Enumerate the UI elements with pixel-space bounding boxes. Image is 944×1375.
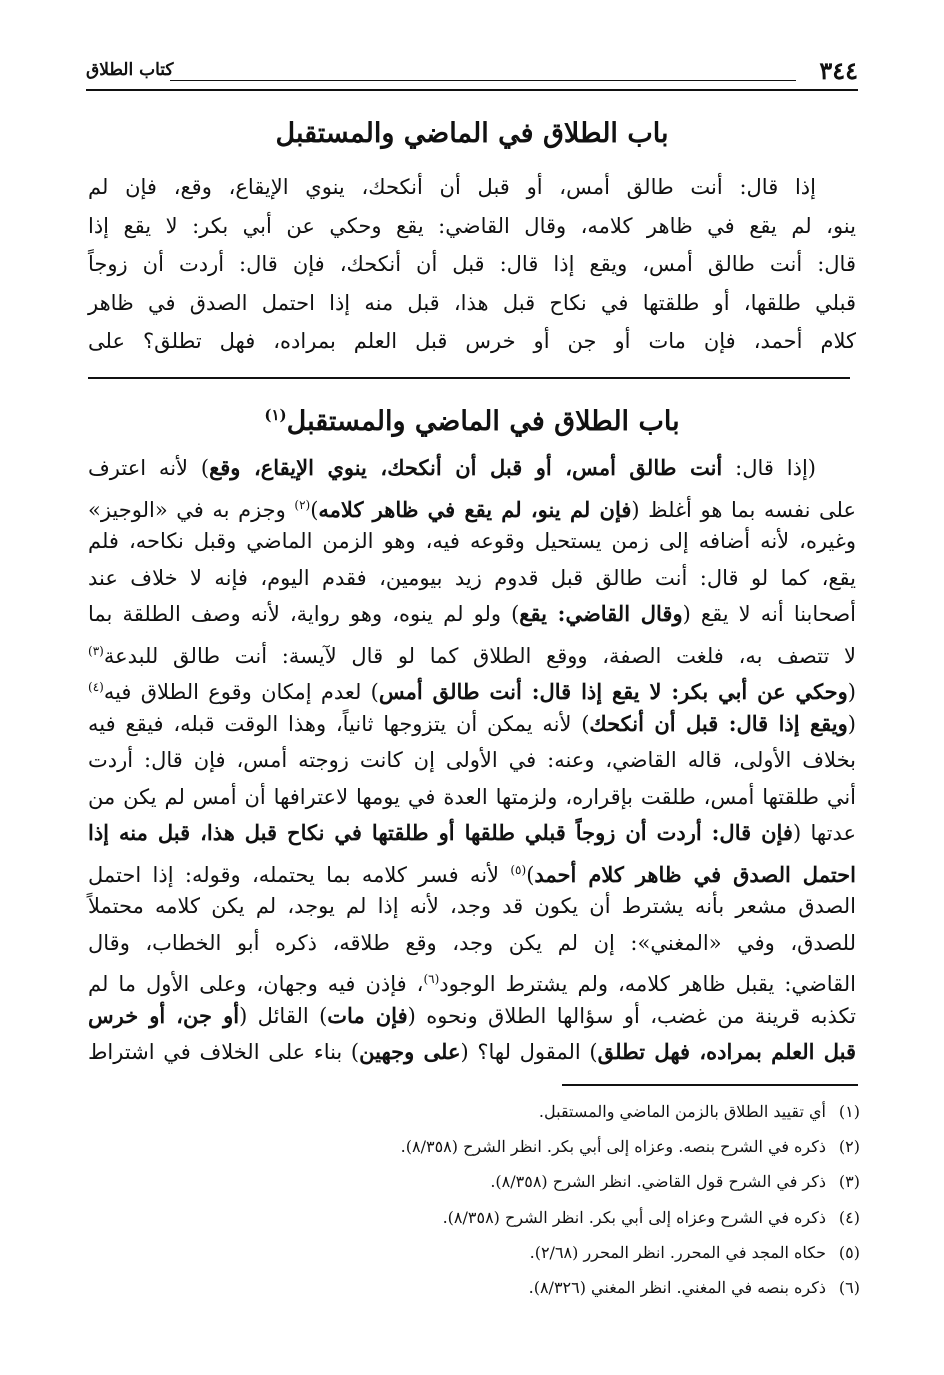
- footnote-number: (١): [838, 1102, 860, 1121]
- footnote-text: ذكره بنصه في المغني. انظر المغني (٨/٣٢٦).: [528, 1277, 826, 1297]
- text-segment: (: [847, 680, 856, 704]
- text-segment: ) المقول لها؟ (: [460, 1040, 598, 1064]
- page-number: ٣٤٤: [819, 56, 858, 85]
- text-segment: قبلي طلقها، أو طلقتها في نكاح قبل هذا، قبل منه إذا احتمل الصدق في ظاهر: [88, 290, 856, 315]
- text-segment: كلام أحمد، فإن مات أو جن أو خرس قبل العلم بمراده، فهل تطلق؟ على: [88, 329, 856, 353]
- text-segment: عدتها (: [792, 821, 856, 845]
- matn-quote: فإن لم ينو، لم يقع في ظاهر كلامه: [318, 496, 632, 522]
- text-segment: القاضي: يقبل ظاهر كلامه، ولم يشترط الوجود: [439, 972, 856, 996]
- footnote: [260, 1273, 860, 1308]
- text-line: [88, 852, 856, 889]
- text-line: [88, 815, 856, 852]
- text-segment: (: [847, 711, 856, 736]
- text-line: [88, 925, 856, 962]
- footnote: [260, 1097, 860, 1132]
- text-segment: إذا قال: أنت طالق أمس، أو قبل أن أنكحك، ينوي الإيقاع، وقع، فإن لم: [88, 175, 816, 199]
- matn-quote: وحكي عن أبي بكر: لا يقع إذا قال: أنت طالق أمس: [378, 679, 848, 704]
- text-segment: بخلاف الأولى، قاله القاضي، وعنه: في الأولى إن كانت زوجته أمس، فإن قال: أردت: [88, 748, 856, 772]
- text-line: [88, 487, 856, 524]
- text-segment: ، فإذن فيه وجهان، وعلى الأول ما لم: [88, 972, 424, 996]
- text-line: [88, 596, 856, 633]
- footnote-text: ذكر في الشرح قول القاضي. انظر الشرح (٨/٣٥٨).: [490, 1172, 826, 1192]
- text-line: [88, 245, 856, 284]
- sharh-title-text: باب الطلاق في الماضي والمستقبل: [286, 406, 680, 437]
- footnote-ref: (٦): [423, 972, 440, 986]
- footnote-ref: (١): [264, 406, 287, 424]
- footnote-ref: (٤): [88, 680, 104, 694]
- footnotes: [260, 1097, 860, 1308]
- text-segment: أني طلقتها أمس، طلقت بإقراره، ولزمتها العدة في يومها لاعترافها أن أمس لم يكن من: [88, 784, 856, 809]
- text-line: [88, 168, 856, 207]
- matn-quote: قبل العلم بمراده، فهل تطلق: [597, 1039, 857, 1064]
- text-line: [88, 322, 856, 361]
- text-line: [88, 706, 856, 743]
- footnote-ref: (٥): [510, 862, 527, 877]
- text-segment: للصدق، وفي «المغني»: إن لم يكن وجد، وقع طلاقه، ذكره أبو الخطاب، وقال: [88, 930, 856, 955]
- text-line: [88, 1034, 856, 1071]
- text-segment: ينو، لم يقع في ظاهر كلامه، وقال القاضي: يقع وحكي عن أبي بكر: لا يقع إذا: [88, 213, 856, 238]
- footnote-number: (٦): [838, 1277, 860, 1297]
- footnote: [260, 1238, 860, 1273]
- text-segment: لا تتصف به، فلغت الصفة، ووقع الطلاق كما لو قال لآيسة: أنت طالق للبدعة: [103, 643, 856, 668]
- matn-title: [86, 118, 858, 149]
- footnote-text: ذكره في الشرح وعزاه إلى أبي بكر. انظر الشرح (٨/٣٥٨).: [442, 1207, 826, 1227]
- matn-quote: على وجهين: [359, 1039, 461, 1064]
- section-divider: [88, 377, 850, 379]
- footnote: [260, 1132, 860, 1167]
- text-segment: على نفسه بما هو أغلظ (: [631, 497, 856, 522]
- text-line: [88, 961, 856, 998]
- text-line: [88, 742, 856, 779]
- footnote-text: حكاه المجد في المحرر. انظر المحرر (٢/٦٨).: [529, 1242, 826, 1262]
- text-line: [88, 998, 856, 1035]
- text-segment: يقع، كما لو قال: أنت طالق قبل قدوم زيد بيومين، فقدم اليوم، فإنه لا خلاف عند: [88, 565, 856, 590]
- matn-quote: فإن مات: [327, 1002, 408, 1028]
- text-line: [88, 633, 856, 670]
- footnote-number: (٣): [838, 1172, 860, 1192]
- footnote: [260, 1167, 860, 1202]
- footnote-text: أي تقييد الطلاق بالزمن الماضي والمستقبل.: [538, 1102, 826, 1121]
- text-segment: أصحابنا أنه لا يقع (: [682, 602, 857, 626]
- text-segment: وجزم به في «الوجيز»: [88, 497, 295, 522]
- text-line: [88, 560, 856, 597]
- text-segment: ): [310, 497, 319, 522]
- text-segment: ) القائل (: [239, 1003, 328, 1028]
- text-segment: ): [526, 862, 535, 887]
- book-title: كتاب الطلاق: [86, 60, 174, 80]
- text-segment: قال: أنت طالق أمس، ويقع إذا قال: قبل أن أنكحك، فإن قال: أردت أن زوجاً: [88, 252, 856, 276]
- header-dash-rule: [170, 80, 796, 81]
- footnote-number: (٥): [838, 1242, 860, 1262]
- text-segment: ) لأنه اعترف: [88, 456, 210, 480]
- sharh-text: [88, 450, 856, 1071]
- matn-text: [88, 168, 856, 361]
- text-segment: تكذبه قرينة من غضب، أو سؤالها الطلاق ونحوه (: [407, 1003, 856, 1028]
- footnote: [260, 1203, 860, 1238]
- matn-quote: أو جن، أو خرس: [88, 1002, 240, 1028]
- matn-quote: احتمل الصدق في ظاهر كلام أحمد: [534, 861, 857, 887]
- text-line: [88, 888, 856, 925]
- text-segment: لأنه فسر كلامه بما يحتمله، وقوله: إذا احتمل: [88, 862, 511, 887]
- running-header: [86, 52, 858, 92]
- header-rule: [86, 89, 858, 91]
- text-line: [88, 207, 856, 246]
- matn-title-text: باب الطلاق في الماضي والمستقبل: [275, 118, 669, 149]
- text-line: [88, 284, 856, 323]
- footnote-number: (٤): [838, 1207, 860, 1227]
- text-line: [88, 523, 856, 560]
- text-segment: وغيره، لأنه أضافه إلى زمن يستحيل وقوعه فيه، وهو الزمن الماضي وقبل نكاحه، فلم: [88, 529, 856, 553]
- text-segment: (إذا قال:: [722, 456, 816, 480]
- text-segment: الصدق مشعر بأنه يشترط أن يكون قد وجد، لأنه إذا لم يوجد، لم يكن كلامه محتملاً: [88, 894, 856, 918]
- text-segment: ) لأنه يمكن أن يتزوجها ثانياً، وهذا الوقت قبله، فيقع فيه: [88, 711, 590, 736]
- text-segment: ) ولو لم ينوه، وهو رواية، لأنه وصف الطلقة بما: [88, 602, 520, 626]
- matn-quote: فإن قال: أردت أن زوجاً قبلي طلقها أو طلقتها في نكاح قبل هذا، قبل منه إذا: [88, 820, 793, 845]
- text-segment: ) بناء على الخلاف في اشتراط: [88, 1040, 360, 1064]
- sharh-title: [86, 406, 858, 437]
- text-line: [88, 779, 856, 816]
- footnote-ref: (٣): [88, 643, 104, 658]
- text-line: [88, 450, 856, 487]
- matn-quote: وقال القاضي: يقع: [519, 601, 683, 626]
- footnote-text: ذكره في الشرح بنصه. وعزاه إلى أبي بكر. انظر الشرح (٨/٣٥٨).: [400, 1137, 826, 1157]
- matn-quote: أنت طالق أمس، أو قبل أن أنكحك، ينوي الإيقاع، وقع: [209, 455, 723, 480]
- text-segment: ) لعدم إمكان وقوع الطلاق فيه: [103, 680, 379, 704]
- matn-quote: ويقع إذا قال: قبل أن أنكحك: [589, 710, 848, 736]
- footnote-ref: (٢): [294, 497, 311, 512]
- footnote-number: (٢): [838, 1137, 860, 1157]
- footnote-rule: [562, 1084, 858, 1086]
- text-line: [88, 669, 856, 706]
